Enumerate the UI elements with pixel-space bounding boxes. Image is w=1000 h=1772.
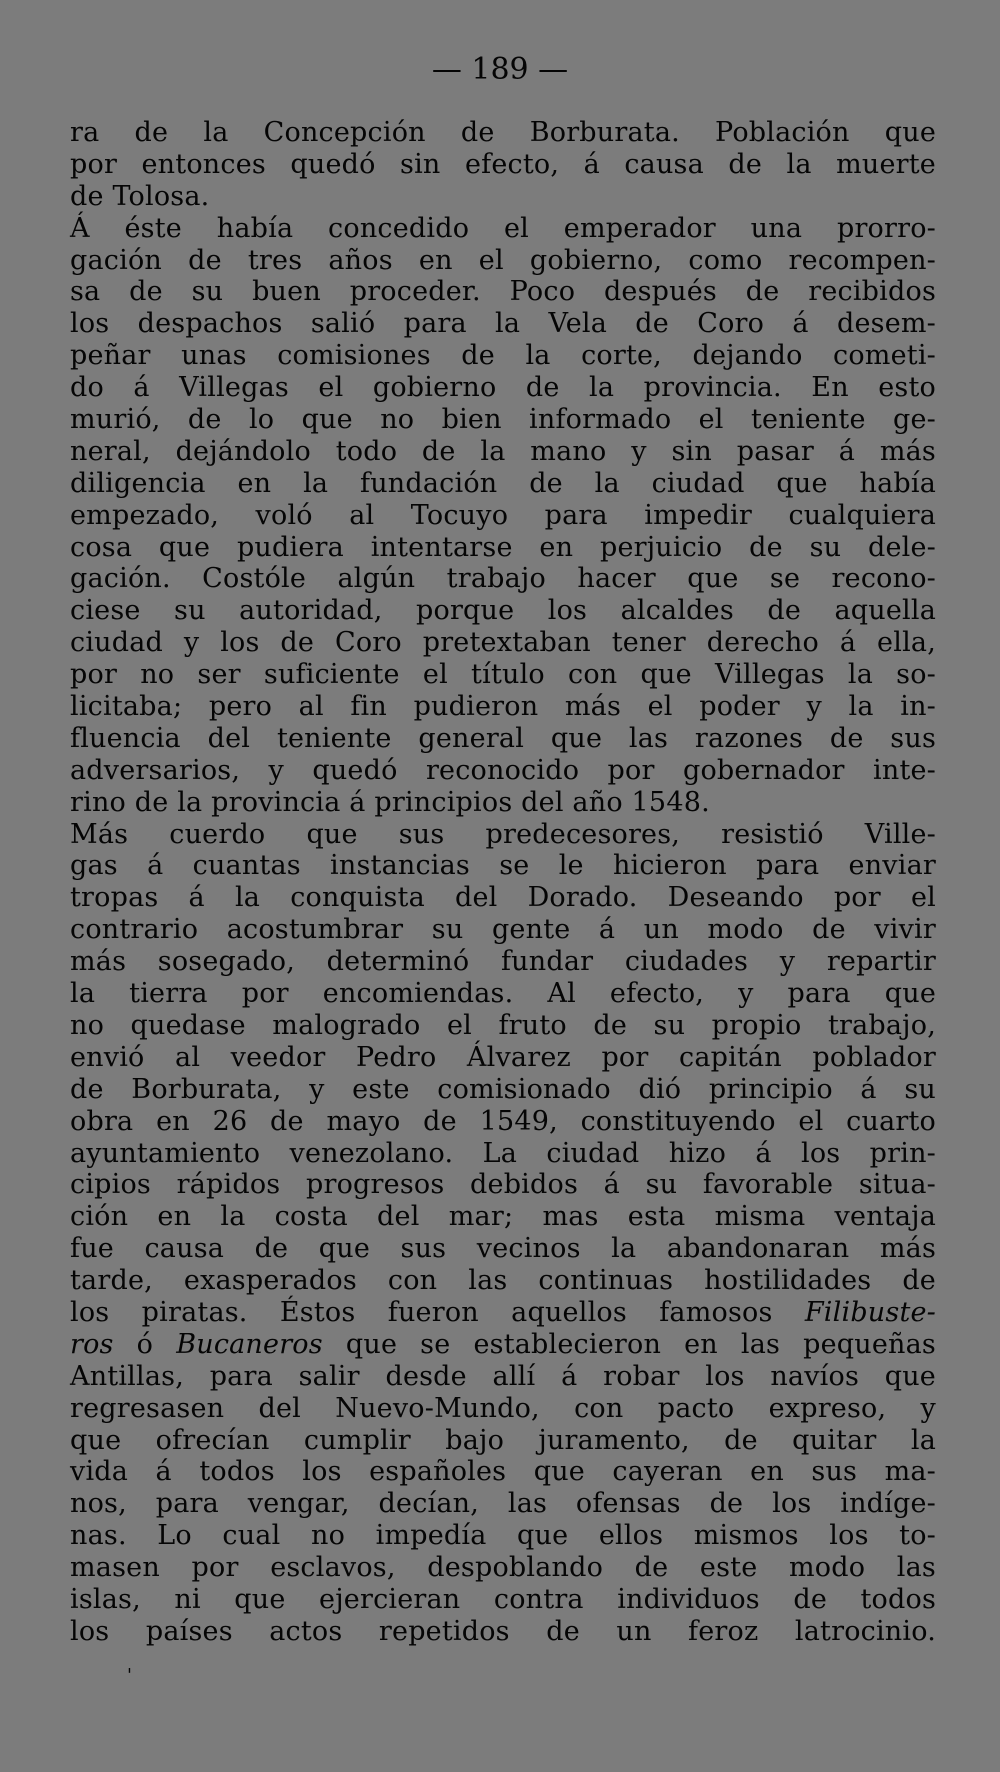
text-segment: masen por esclavos, despoblando de este modo las <box>70 1552 936 1584</box>
text-segment: que se establecieron en las pequeñas <box>322 1328 936 1360</box>
text-line <box>70 181 936 213</box>
text-segment: Antillas, para salir desde allí á robar los navíos que <box>70 1360 936 1392</box>
text-segment: cipios rápidos progresos debidos á su favorable situa- <box>70 1169 936 1201</box>
text-line <box>70 436 936 468</box>
text-segment: gación de tres años en el gobierno, como recompen- <box>70 244 936 276</box>
text-line <box>70 532 936 564</box>
text-segment: nos, para vengar, decían, las ofensas de los indíge- <box>70 1488 936 1520</box>
text-segment: nas. Lo cual no impedía que ellos mismos los to- <box>70 1520 936 1552</box>
text-segment: sa de su buen proceder. Poco después de recibidos <box>70 276 936 308</box>
text-segment: Más cuerdo que sus predecesores, resistió Ville- <box>70 818 936 850</box>
text-segment: por entonces quedó sin efecto, á causa de la muerte <box>70 148 936 180</box>
text-segment: de Tolosa. <box>70 180 210 212</box>
text-segment: adversarios, y quedó reconocido por gobernador inte- <box>70 754 936 786</box>
text-line <box>70 1329 936 1361</box>
text-segment: diligencia en la fundación de la ciudad que había <box>70 467 936 499</box>
text-line <box>70 627 936 659</box>
text-line <box>70 468 936 500</box>
text-line <box>70 1456 936 1488</box>
text-line <box>70 1361 936 1393</box>
text-segment: ó <box>113 1328 177 1360</box>
text-line <box>70 595 936 627</box>
italic-segment: Filibuste- <box>804 1296 936 1328</box>
text-line <box>70 1042 936 1074</box>
text-segment: fluencia del teniente general que las razones de sus <box>70 722 936 754</box>
italic-segment: ros <box>70 1328 114 1360</box>
page-number: — 189 — <box>431 52 569 87</box>
text-line <box>70 500 936 532</box>
text-segment: ciese su autoridad, porque los alcaldes de aquella <box>70 595 936 627</box>
text-segment: do á Villegas el gobierno de la provincia. En esto <box>70 372 936 404</box>
text-segment: ción en la costa del mar; mas esta misma ventaja <box>70 1201 936 1233</box>
text-segment: islas, ni que ejercieran contra individuos de todos <box>70 1583 936 1615</box>
text-segment: cosa que pudiera intentarse en perjuicio de su dele- <box>70 531 936 563</box>
text-segment: regresasen del Nuevo-Mundo, con pacto expreso, y <box>70 1392 936 1424</box>
text-segment: ra de la Concepción de Borburata. Población que <box>70 117 936 148</box>
text-line <box>70 1169 936 1201</box>
text-segment: licitaba; pero al fin pudieron más el poder y la in- <box>70 691 936 723</box>
text-segment: los piratas. Éstos fueron aquellos famosos <box>70 1296 805 1328</box>
text-line <box>70 1616 936 1648</box>
text-segment: gación. Costóle algún trabajo hacer que se recono- <box>70 563 936 595</box>
text-line <box>70 1074 936 1106</box>
text-line <box>70 1233 936 1265</box>
text-line <box>70 340 936 372</box>
text-line <box>70 1138 936 1170</box>
text-segment: tarde, exasperados con las continuas hostilidades de <box>70 1265 936 1297</box>
text-line <box>70 723 936 755</box>
text-segment: rino de la provincia á principios del año 1548. <box>70 786 710 818</box>
text-line <box>70 1552 936 1584</box>
text-segment: la tierra por encomiendas. Al efecto, y para que <box>70 978 936 1010</box>
text-line <box>70 1520 936 1552</box>
text-segment: contrario acostumbrar su gente á un modo de vivir <box>70 914 936 946</box>
text-line <box>70 213 936 245</box>
text-line <box>70 914 936 946</box>
text-segment: murió, de lo que no bien informado el teniente ge- <box>70 404 936 436</box>
text-line <box>70 1106 936 1138</box>
text-line <box>70 1010 936 1042</box>
text-segment: no quedase malogrado el fruto de su propio trabajo, <box>70 1009 936 1041</box>
text-line <box>70 1297 936 1329</box>
text-line <box>70 245 936 277</box>
text-line <box>70 308 936 340</box>
text-line <box>70 819 936 851</box>
text-line <box>70 978 936 1010</box>
text-segment: de Borburata, y este comisionado dió principio á su <box>70 1073 936 1105</box>
text-line <box>70 1265 936 1297</box>
text-line <box>70 691 936 723</box>
text-segment: envió al veedor Pedro Álvarez por capitán poblador <box>70 1041 936 1073</box>
text-line <box>70 755 936 787</box>
italic-segment: Bucaneros <box>176 1328 323 1360</box>
text-segment: los despachos salió para la Vela de Coro á desem- <box>70 308 936 340</box>
text-line <box>70 1584 936 1616</box>
text-line <box>70 563 936 595</box>
text-line <box>70 850 936 882</box>
text-segment: más sosegado, determinó fundar ciudades y repartir <box>70 946 936 978</box>
text-segment: por no ser suficiente el título con que Villegas la so- <box>70 659 936 691</box>
text-line <box>70 372 936 404</box>
text-line <box>70 404 936 436</box>
text-line <box>70 1488 936 1520</box>
text-line <box>70 117 936 149</box>
text-segment: gas á cuantas instancias se le hicieron para enviar <box>70 850 936 882</box>
text-segment: que ofrecían cumplir bajo juramento, de quitar la <box>70 1424 936 1456</box>
text-segment: Á éste había concedido el emperador una prorro- <box>70 212 936 244</box>
text-segment: tropas á la conquista del Dorado. Deseando por el <box>70 882 936 914</box>
text-segment: obra en 26 de mayo de 1549, constituyendo el cuarto <box>70 1105 936 1137</box>
text-line <box>70 1425 936 1457</box>
text-line <box>70 276 936 308</box>
text-segment: peñar unas comisiones de la corte, dejando cometi- <box>70 340 936 372</box>
text-line <box>70 1201 936 1233</box>
text-line <box>70 882 936 914</box>
text-segment: neral, dejándolo todo de la mano y sin pasar á más <box>70 435 936 467</box>
text-segment: vida á todos los españoles que cayeran en sus ma- <box>70 1456 936 1488</box>
text-line <box>70 659 936 691</box>
text-segment: ciudad y los de Coro pretextaban tener derecho á ella, <box>70 627 936 659</box>
text-line <box>70 1393 936 1425</box>
text-line <box>70 946 936 978</box>
text-segment: empezado, voló al Tocuyo para impedir cualquiera <box>70 499 936 531</box>
text-line <box>70 149 936 181</box>
text-segment: fue causa de que sus vecinos la abandonaran más <box>70 1233 936 1265</box>
text-line <box>70 787 936 819</box>
stray-ink-mark: ' <box>127 1665 132 1686</box>
body-text <box>70 117 936 1648</box>
text-segment: los países actos repetidos de un feroz latrocinio. <box>70 1615 936 1647</box>
text-segment: ayuntamiento venezolano. La ciudad hizo á los prin- <box>70 1137 936 1169</box>
